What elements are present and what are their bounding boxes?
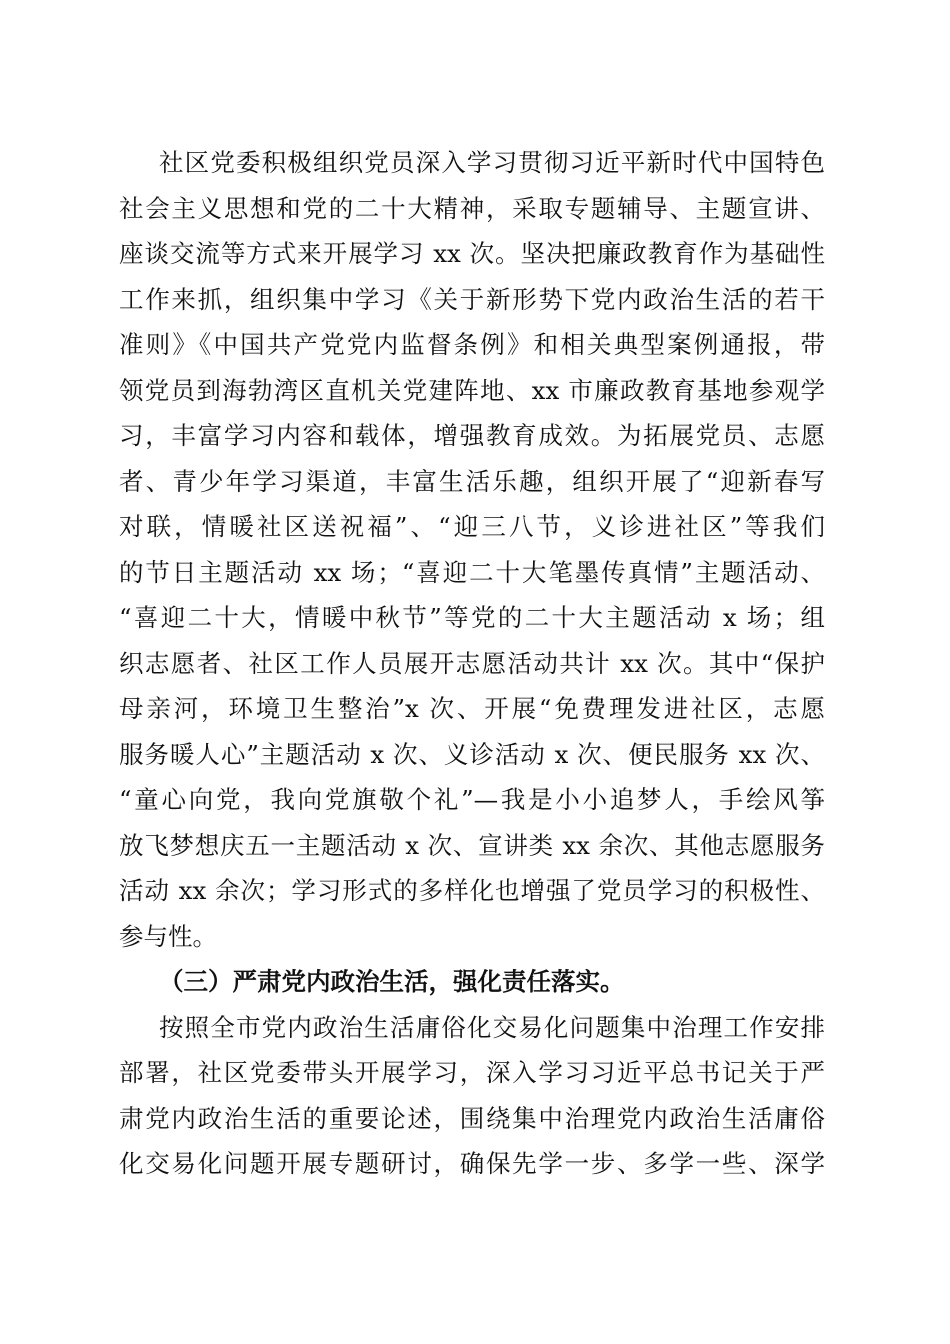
paragraph-2-line: 肃党内政治生活的重要论述，围绕集中治理党内政治生活庸俗 <box>119 1103 825 1133</box>
paragraph-1-line: 母亲河，环境卫生整治”x 次、开展“免费理发进社区，志愿 <box>119 694 825 723</box>
paragraph-1-line: 社会主义思想和党的二十大精神，采取专题辅导、主题宣讲、 <box>119 193 825 223</box>
paragraph-1-line: “喜迎二十大，情暖中秋节”等党的二十大主题活动 x 场；组 <box>119 603 825 632</box>
paragraph-1-line: 的节日主题活动 xx 场；“喜迎二十大笔墨传真情”主题活动、 <box>119 557 825 587</box>
paragraph-1-line: 习，丰富学习内容和载体，增强教育成效。为拓展党员、志愿 <box>119 421 825 450</box>
paragraph-1-line: “童心向党，我向党旗敬个礼”—我是小小追梦人，手绘风筝 <box>119 785 825 814</box>
paragraph-1-line: 座谈交流等方式来开展学习 xx 次。坚决把廉政教育作为基础性 <box>119 239 825 268</box>
body-text <box>119 140 825 1187</box>
paragraph-1-line: 参与性。 <box>119 921 217 951</box>
paragraph-1-line: 领党员到海勃湾区直机关党建阵地、xx 市廉政教育基地参观学 <box>119 375 825 405</box>
paragraph-1-line: 对联，情暖社区送祝福”、“迎三八节，义诊进社区”等我们 <box>119 512 825 541</box>
paragraph-1-line: 准则》《中国共产党党内监督条例》和相关典型案例通报，带 <box>119 330 825 359</box>
paragraph-1-line: 活动 xx 余次；学习形式的多样化也增强了党员学习的积极性、 <box>119 876 825 905</box>
paragraph-1-line: 织志愿者、社区工作人员展开志愿活动共计 xx 次。其中“保护 <box>119 648 825 678</box>
paragraph-1-line: 工作来抓，组织集中学习《关于新形势下党内政治生活的若干 <box>119 284 825 314</box>
paragraph-2-line: 部署，社区党委带头开展学习，深入学习习近平总书记关于严 <box>119 1058 825 1087</box>
paragraph-1-line: 服务暖人心”主题活动 x 次、义诊活动 x 次、便民服务 xx 次、 <box>119 739 825 769</box>
paragraph-1-line: 放飞梦想庆五一主题活动 x 次、宣讲类 xx 余次、其他志愿服务 <box>119 830 825 860</box>
paragraph-1-line: 者、青少年学习渠道，丰富生活乐趣，组织开展了“迎新春写 <box>119 466 825 496</box>
section-heading: （三）严肃党内政治生活，强化责任落实。 <box>159 967 625 996</box>
paragraph-1-line: 社区党委积极组织党员深入学习贯彻习近平新时代中国特色 <box>159 148 825 177</box>
paragraph-2-line: 化交易化问题开展专题研讨，确保先学一步、多学一些、深学 <box>119 1149 825 1178</box>
paragraph-2-line: 按照全市党内政治生活庸俗化交易化问题集中治理工作安排 <box>159 1012 825 1042</box>
